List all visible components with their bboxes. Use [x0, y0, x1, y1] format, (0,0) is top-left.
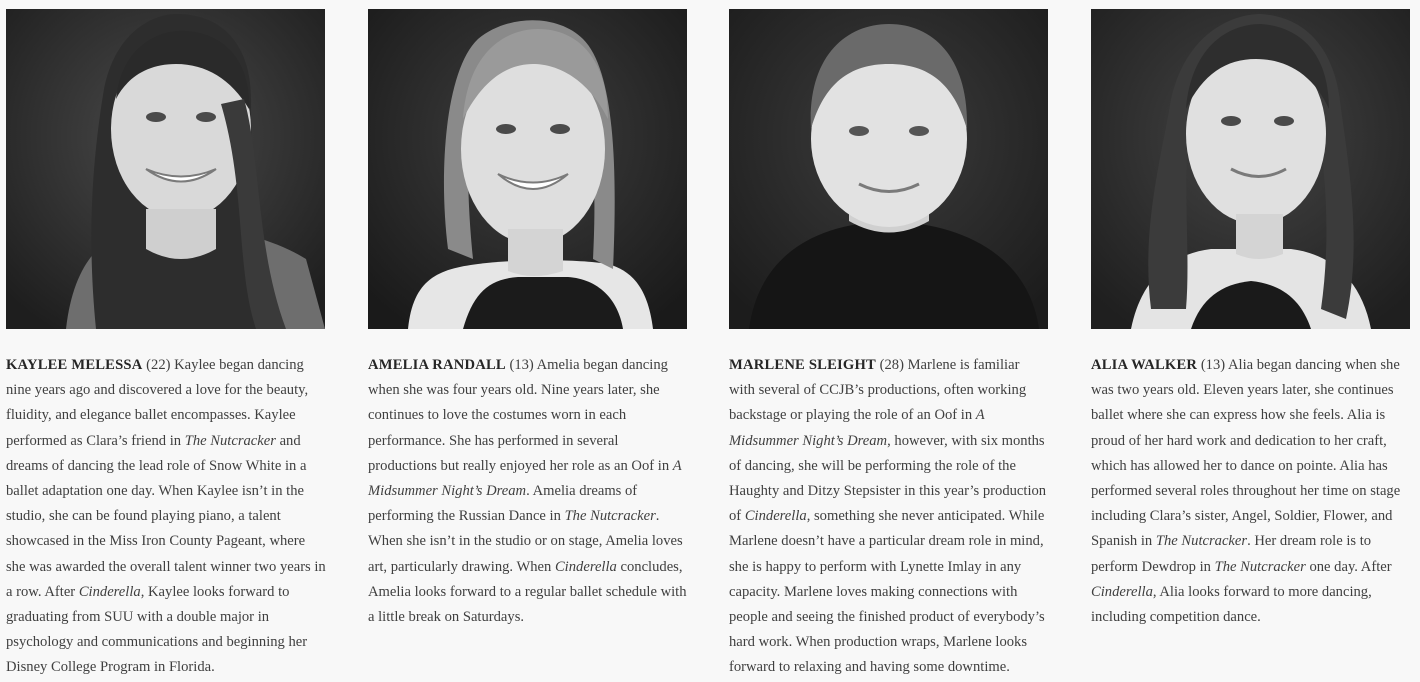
dancer-bio [6, 353, 326, 681]
dancer-name: ALIA WALKER [1091, 357, 1198, 373]
bio-segment: Kaylee began dancing nine years ago and discovered a love for the beauty, fluidity, and elegance ballet encompasses. Kaylee performed as Clara’s friend in [6, 357, 309, 449]
bio-segment: . Amelia dreams of performing the Russian Dance in [368, 483, 638, 525]
dancer-name: MARLENE SLEIGHT [729, 357, 876, 373]
dancer-age: (13) [509, 357, 534, 373]
bio-segment: , however, with six months of dancing, she will be performing the role of the Haughty and Ditzy Stepsister in this year’s production of [729, 432, 1047, 525]
bio-text [368, 357, 687, 625]
bio-title-italic: The Nutcracker [564, 508, 656, 525]
bio-segment: Alia began dancing when she was two years old. Eleven years later, she continues ballet where she can express how she feels. Alia is proud of her hard work and dedication to her craft, which has allowed her to dance on pointe. Alia has performed several roles throughout her time on stage including Clara’s sister, Angel, Soldier, Flower, and Spanish in [1091, 357, 1401, 550]
bio-segment: and dreams of dancing the lead role of Snow White in a ballet adaptation one day. When Kaylee isn’t in the studio, she can be found playing piano, a talent showcased in the Miss Iron County Pageant, where she was awarded the overall talent winner two years in a row. After [6, 432, 326, 600]
dancer-card [6, 9, 326, 681]
bio-text [6, 357, 326, 675]
bio-segment: , Alia looks forward to more dancing, including competition dance. [1091, 583, 1372, 626]
dancer-bio [729, 353, 1049, 681]
bio-segment: . When she isn’t in the studio or on stage, Amelia loves art, particularly drawing. When [368, 508, 683, 575]
bio-segment: , Kaylee looks forward to graduating from SUU with a double major in psychology and communications and beginning her Disney College Program in Florida. [6, 583, 308, 676]
portrait-image [368, 9, 687, 329]
dancer-photo [1091, 9, 1410, 329]
dancer-age: (22) [146, 357, 171, 373]
bio-segment: Marlene is familiar with several of CCJB’s productions, often working backstage or playing the role of an Oof in [729, 357, 1027, 424]
dancer-card [1091, 9, 1411, 630]
bio-title-italic: Cinderella [554, 558, 617, 575]
dancer-photo [729, 9, 1048, 329]
dancer-card [729, 9, 1049, 681]
dancer-name: KAYLEE MELESSA [6, 357, 143, 373]
bio-segment: Amelia began dancing when she was four years old. Nine years later, she continues to love the costumes worn in each performance. She has performed in several productions but really enjoyed her role as an Oof in [368, 357, 673, 474]
bio-title-italic: The Nutcracker [1155, 533, 1248, 550]
bio-title-italic: A Midsummer Night’s Dream [368, 457, 682, 500]
bio-title-italic: Cinderella [78, 583, 141, 600]
portrait-image [6, 9, 325, 329]
dancer-age: (13) [1200, 357, 1226, 373]
dancer-card [368, 9, 688, 630]
bio-title-italic: Cinderella [1091, 583, 1153, 600]
bio-title-italic: The Nutcracker [184, 432, 276, 449]
bio-segment: one day. After [1305, 558, 1392, 575]
bio-segment: , something she never anticipated. While Marlene doesn’t have a particular dream role in mind, she is happy to perform with Lynette Imlay in any capacity. Marlene loves making connections with people and seeing the finished product of everybody’s hard work. When production wraps, Marlene looks forward to relaxing and having some downtime. [729, 508, 1045, 676]
bio-text [1091, 357, 1400, 625]
bio-title-italic: A Midsummer Night’s Dream [729, 407, 985, 449]
dancer-name: AMELIA RANDALL [368, 357, 506, 373]
dancer-age: (28) [879, 357, 904, 373]
bio-segment: concludes, Amelia looks forward to a regular ballet schedule with a little break on Saturdays. [368, 558, 687, 626]
bio-title-italic: The Nutcracker [1214, 558, 1306, 575]
dancer-bio [1091, 353, 1411, 630]
bio-title-italic: Cinderella [744, 508, 807, 525]
dancer-bio [368, 353, 688, 630]
dancer-photo [368, 9, 687, 329]
portrait-image [1091, 9, 1410, 329]
portrait-image [729, 9, 1048, 329]
bio-text [729, 357, 1046, 675]
bio-segment: . Her dream role is to perform Dewdrop in [1091, 533, 1372, 575]
dancer-photo [6, 9, 325, 329]
